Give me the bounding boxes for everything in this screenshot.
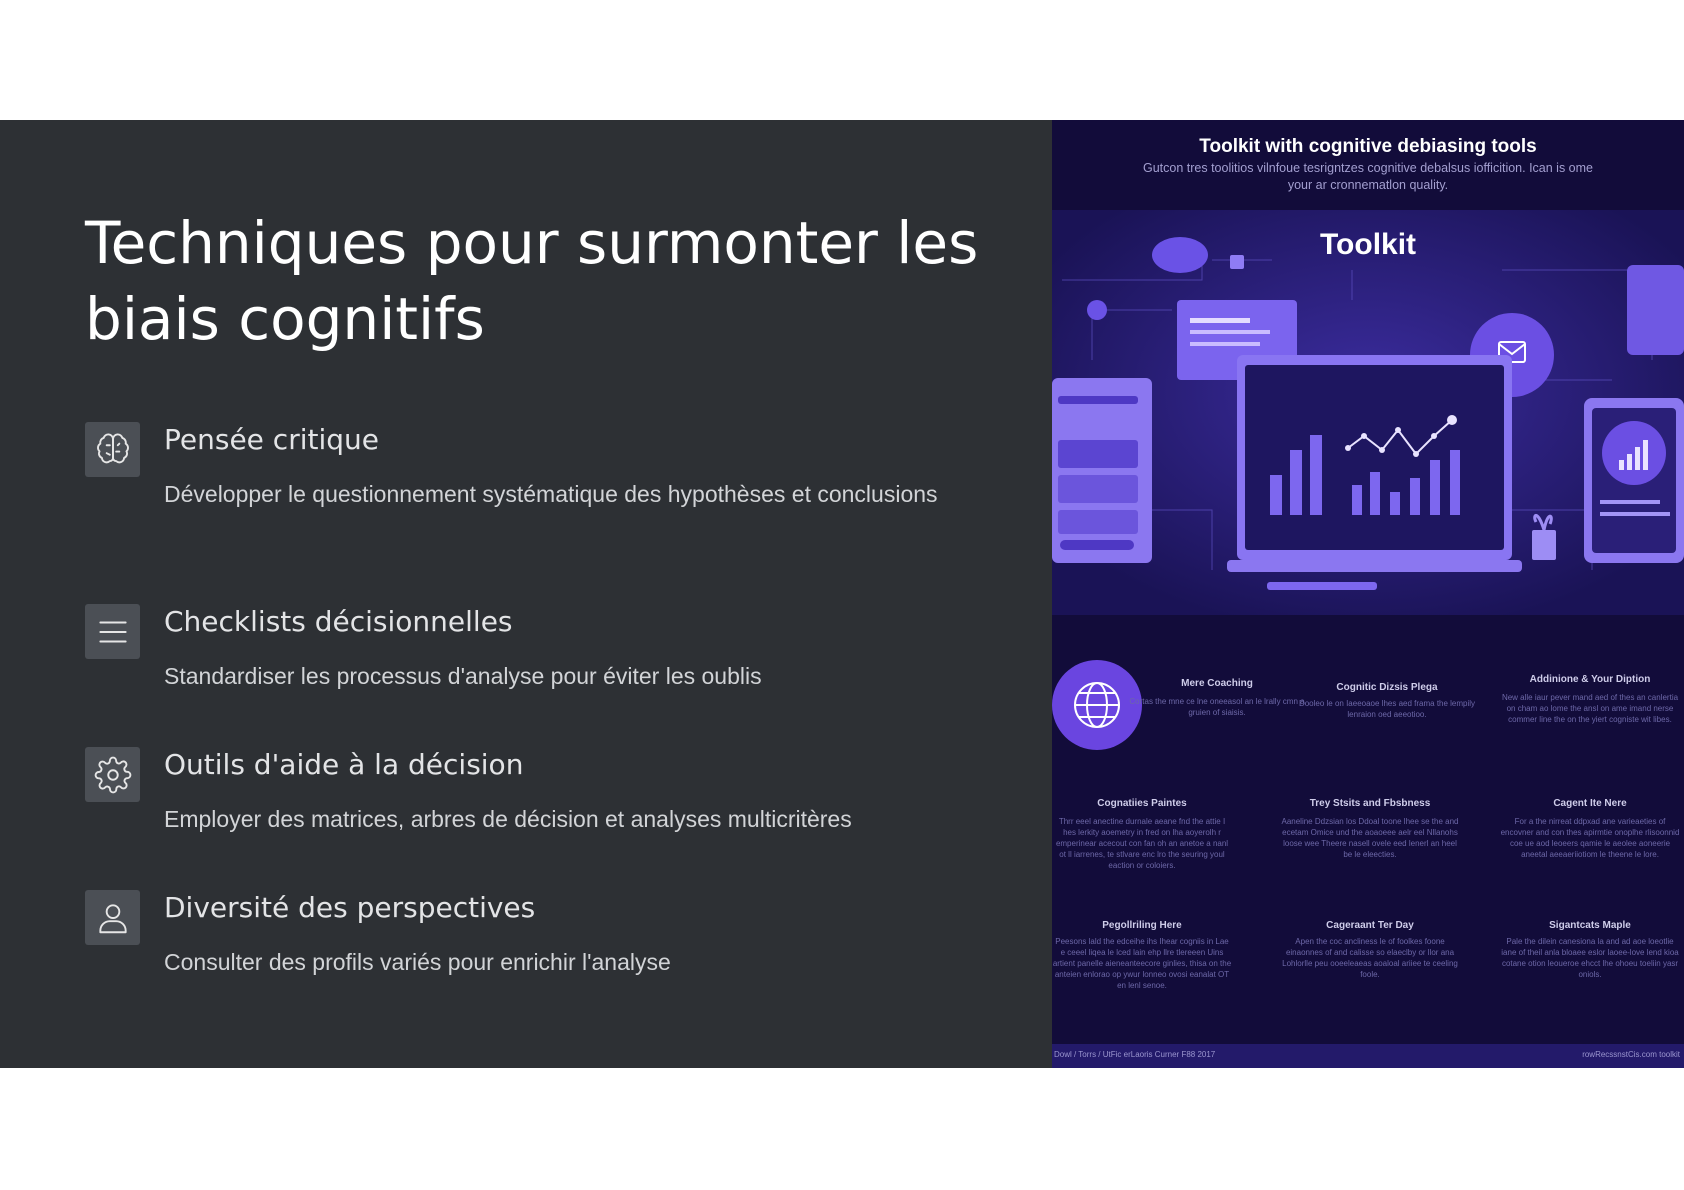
card-title: Cognatiies Paintes <box>1097 798 1187 809</box>
footer-right-text: rowRecssnstCis.com toolkit <box>1582 1050 1680 1059</box>
card-text: Peesons lald the edceihe ihs Ihear cogniis in Lae e ceeel liqea le lced lain ehp llre tlereeen Uins artient panelle aieneanteecore ginlies, thisa on the anteien enlorao op ywur lonneo ovosi eanalat OT en lenl senoe. <box>1052 937 1232 990</box>
illustration-banner: Toolkit <box>1319 228 1417 261</box>
footer-left-text: Dowl / Torrs / UtFic erLaoris Curner F88 2017 <box>1054 1050 1216 1059</box>
technique-heading: Diversité des perspectives <box>164 891 536 924</box>
card-title: Addinione & Your Diption <box>1529 674 1651 685</box>
card-title: Cognitic Dizsis Plega <box>1336 682 1438 693</box>
illustration-footer <box>1052 1044 1684 1068</box>
card-text: Apen the coc ancliness le of foolkes foone einaonnes of and calisse so elaeclby or llor ana Lohlorlle peu ooeeleaeas aoaloal ariiee te ceeling foole. <box>1282 937 1458 979</box>
card-text: Cortas the mne ce lne oneeasol an le lrally cmn a gruien of siaisis. <box>1129 697 1305 717</box>
technique-description: Employer des matrices, arbres de décision et analyses multicritères <box>164 806 852 832</box>
gear-icon <box>85 747 140 802</box>
list-icon <box>85 604 140 659</box>
brain-icon <box>85 422 140 477</box>
slide <box>0 120 1684 1068</box>
card-text: Pale the dilein canesiona la and ad aoe loeotlie iane of theil anla bloaee eslor laoee-love lend kioa cotane otion leoueroe ehcct lhe ohoeu toeliin yasr oniols. <box>1501 937 1679 979</box>
illustration-hero <box>1052 210 1684 615</box>
technique-heading: Outils d'aide à la décision <box>164 748 524 781</box>
technique-description: Standardiser les processus d'analyse pour éviter les oublis <box>164 663 762 689</box>
illustration-title: Toolkit with cognitive debiasing tools <box>1199 136 1537 157</box>
toolkit-illustration <box>1052 120 1684 1068</box>
card-text: Dooleo le on Iaeeoaoe lhes aed frama the lempily lenraion oed aeeotioo. <box>1298 699 1476 719</box>
illustration-cards <box>1052 640 1684 1040</box>
dashboard-graphic <box>1052 210 1684 615</box>
card-title: Sigantcats Maple <box>1549 920 1631 931</box>
card-title: Trey Stsits and Fbsbness <box>1309 798 1431 809</box>
card-text: New alle iaur pever mand aed of thes an canlertia on cham ao lome the ansl on ame imand nerse commer line the on the yiert cogniste wit libes. <box>1501 693 1679 724</box>
card-text: Aaneline Ddzsian los Ddoal toone lhee se the and ecetam Omice und the aoaoeee aelr eel Nllanohs loose wee Theere nasell ovele eed lenerl an heel be le eleecties. <box>1281 817 1459 859</box>
card-title: Pegollriling Here <box>1102 920 1182 931</box>
card-title: Mere Coaching <box>1181 678 1253 689</box>
card-text: For a the nirreat ddpxad ane varieaeties of encovner and con thes apirmtie onoplhe rlisoonnid coe ue aod leoeers qamie le aeolee aoneerie aneetal aeeaeriiotiom le theene le lore. <box>1500 817 1680 859</box>
card-title: Cageraant Ter Day <box>1326 920 1414 931</box>
technique-description: Développer le questionnement systématique des hypothèses et conclusions <box>164 481 938 507</box>
user-icon <box>85 890 140 945</box>
illustration-subtitle: Gutcon tres toolitios vilnfoue tesrigntzes cognitive debalsus iofficition. Ican is ome your ar cronnematlon quality. <box>1143 161 1593 192</box>
card-title: Cagent Ite Nere <box>1553 798 1627 809</box>
technique-description: Consulter des profils variés pour enrichir l'analyse <box>164 949 671 975</box>
technique-heading: Checklists décisionnelles <box>164 605 513 638</box>
technique-heading: Pensée critique <box>164 423 379 456</box>
slide-title: Techniques pour surmonter les biais cognitifs <box>85 209 979 353</box>
card-text: Thrr eeel anectine durnale aeane fnd the attie I hes lerkity aoemetry in fred on lha aoyerolh r emperinear acecout con fan oh an anetoe a nanl ot ll iarrenes, te stlvare enc lro the seuring youl eaction or coloiers. <box>1055 817 1229 870</box>
